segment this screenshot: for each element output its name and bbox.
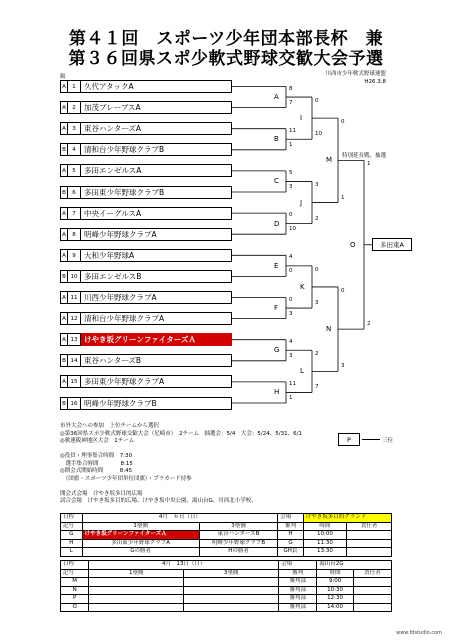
team-number: 8 [68, 228, 81, 241]
match-label-A: A [274, 93, 279, 102]
score: 0 [289, 212, 293, 219]
match-label-I: I [300, 114, 303, 123]
team-seed: B [60, 270, 68, 283]
cell-ump: GH負 [278, 548, 303, 557]
seed-header: 級 [60, 74, 66, 80]
table-row [61, 603, 392, 612]
match-label-E: E [274, 261, 279, 270]
team-name: 多田東少年野球クラブB [81, 186, 232, 199]
cell-code: G [61, 531, 83, 540]
third-place-match-box: P [338, 433, 360, 446]
team-number: 15 [68, 375, 81, 388]
match-label-K: K [300, 282, 305, 291]
s2-date: 4月 13日（日） [89, 561, 279, 570]
table-row [61, 586, 392, 595]
table-row [61, 539, 392, 548]
third-place-line [362, 439, 380, 440]
match-label-J: J [300, 198, 303, 207]
team-name: 東谷ハンターズB [81, 354, 232, 367]
team-seed: A [60, 375, 68, 388]
score: 1 [289, 395, 293, 401]
s2-h-ump: 審判 [279, 569, 317, 578]
team-number: 3 [68, 122, 81, 135]
score: 1 [367, 161, 371, 168]
team-number: 9 [68, 249, 81, 262]
organizer-name: 川西市少年軟式野球連盟 [325, 71, 386, 77]
team-seed: A [60, 122, 68, 135]
match-label-B: B [274, 135, 279, 144]
team-number: 10 [68, 270, 81, 283]
team-number: 4 [68, 143, 81, 156]
cell-resp [347, 539, 392, 548]
team-number: 14 [68, 354, 81, 367]
team-number: 11 [68, 291, 81, 304]
score: 0 [289, 296, 293, 303]
note-line: ◎第36回県スポ少軟式野球交歓大会（尼崎市） 2チーム 抽選会：5/4 大会：5/24、5/31、6/1 [60, 430, 302, 437]
s2-venue: 湯山台2G [317, 561, 392, 570]
team-name: 明峰少年野球クラブA [81, 228, 232, 241]
team-seed: A [60, 291, 68, 304]
score: 1 [341, 194, 345, 201]
score: 3 [289, 352, 293, 359]
s1-h-first: 1塁側 [82, 522, 199, 531]
cell-third [184, 595, 279, 604]
cell-resp [354, 578, 392, 587]
score: 7 [289, 99, 293, 106]
note-line: ◎開会式開始時間 8:45 [60, 468, 133, 474]
table-row [61, 548, 392, 557]
cell-code: M [61, 578, 89, 587]
cell-first: 多田東少年野球クラブA [82, 539, 199, 548]
cell-ump: 審判部 [279, 578, 317, 587]
s2-h-time: 時間 [317, 569, 354, 578]
note-line: 開会式会場 けやき坂多目的広場 [60, 490, 143, 497]
team-name: 川西少年野球クラブA [81, 291, 232, 304]
s1-venue-label: 会場 [278, 514, 303, 523]
team-number: 12 [68, 312, 81, 325]
team-seed: A [60, 249, 68, 262]
cell-first [89, 586, 184, 595]
cell-ump: G [278, 539, 303, 548]
team-seed: A [60, 207, 68, 220]
team-seed: B [60, 354, 68, 367]
table-row [61, 578, 392, 587]
cell-time: 14:00 [317, 603, 354, 612]
score: 11 [289, 380, 296, 387]
cell-code: H [61, 539, 83, 548]
title-line-1: 第４１回 スポーツ少年団本部長杯 兼 [68, 29, 384, 49]
team-name: 清和台少年野球クラブA [81, 312, 232, 325]
note-line: （団旗・スポーツ少年団単位団旗）・プラカード持参 [60, 475, 192, 482]
s2-venue-label: 会場 [279, 561, 317, 570]
score: 3 [315, 182, 319, 189]
s1-venue: けやき坂多目的グランド [303, 514, 391, 523]
s2-h-third: 3塁側 [184, 569, 279, 578]
match-label-C: C [274, 177, 279, 186]
team-name: 久代アタックA [81, 80, 232, 93]
team-seed: A [60, 80, 68, 93]
score: 3 [341, 363, 345, 370]
team-name: 多田エンゼルスA [81, 164, 232, 177]
note-line: 選手集合時間 8:15 [60, 460, 133, 467]
team-name: 加茂ブレーブスA [81, 101, 232, 114]
schedule-table-1 [60, 513, 392, 557]
cell-ump: H [278, 531, 303, 540]
s1-date-label: 日程 [61, 514, 83, 523]
cell-time: 9:00 [317, 578, 354, 587]
s1-h-code: 記号 [61, 522, 83, 531]
team-number: 13 [68, 333, 81, 346]
cell-third [184, 578, 279, 587]
s1-h-time: 時間 [303, 522, 346, 531]
team-number: 5 [68, 164, 81, 177]
s1-h-ump: 審判 [278, 522, 303, 531]
cell-first [89, 578, 184, 587]
team-seed: A [60, 228, 68, 241]
team-seed: A [60, 101, 68, 114]
score: 11 [289, 127, 296, 134]
score: 2 [367, 321, 371, 328]
team-number: 7 [68, 207, 81, 220]
cell-resp [347, 548, 392, 557]
cell-ump: 審判部 [279, 603, 317, 612]
cell-time: 10:00 [303, 531, 346, 540]
champion-box: 多田東A [372, 238, 412, 251]
cell-first: Gの勝者 [82, 548, 199, 557]
note-line: ◎軟連阪神地区大会 1チーム [60, 438, 135, 444]
team-seed: A [60, 333, 68, 346]
cell-time: 13:30 [303, 548, 346, 557]
cell-third: 東谷ハンターズB [199, 531, 278, 540]
score: 2 [315, 215, 319, 222]
team-name: 大和少年野球A [81, 249, 232, 262]
team-name: 明峰少年野球クラブB [81, 397, 232, 410]
score: 8 [289, 85, 293, 92]
s1-date: 4月 ６日（日） [82, 514, 278, 523]
cell-ump: 審判部 [279, 586, 317, 595]
score: 10 [289, 226, 296, 233]
team-name: 多田エンゼルスB [81, 270, 232, 283]
cell-first [89, 603, 184, 612]
match-label-M: M [326, 156, 333, 165]
table-row [61, 595, 392, 604]
team-seed: B [60, 397, 68, 410]
match-label-L: L [300, 367, 304, 376]
footer-url: www.fdstudio.com [396, 630, 442, 636]
note-line: 市外大会への参加 上位チームから選択 [60, 423, 160, 429]
team-number: 1 [68, 80, 81, 93]
score: 2 [315, 351, 319, 358]
score: 3 [289, 184, 293, 190]
score: 5 [289, 169, 293, 176]
cell-code: L [61, 548, 83, 557]
score: 4 [289, 254, 293, 261]
team-name: 清和台少年野球クラブB [81, 143, 232, 156]
s2-h-first: 1塁側 [89, 569, 184, 578]
team-name: けやき坂グリーンファイターズＡ [81, 333, 232, 346]
cell-third: 明峰少年野球クラブB [199, 539, 278, 548]
cell-resp [354, 586, 392, 595]
score: 3 [315, 300, 319, 307]
cell-resp [354, 595, 392, 604]
score: 1 [289, 141, 293, 148]
title-line-2: 第３６回県スポ少軟式野球交歓大会予選 [68, 49, 384, 69]
match-label-O: O [350, 240, 356, 249]
cell-third [184, 603, 279, 612]
cell-code: P [61, 595, 89, 604]
cell-first [89, 595, 184, 604]
s2-h-code: 記号 [61, 569, 89, 578]
match-label-N: N [326, 325, 332, 334]
team-number: 16 [68, 397, 81, 410]
cell-resp [347, 531, 392, 540]
team-seed: A [60, 164, 68, 177]
match-label-G: G [274, 346, 280, 355]
score: 0 [315, 266, 319, 273]
team-seed: A [60, 312, 68, 325]
s2-date-label: 日程 [61, 561, 89, 570]
s1-h-third: 3塁側 [199, 522, 278, 531]
team-seed: B [60, 186, 68, 199]
s1-h-resp: 責任者 [347, 522, 392, 531]
cell-time: 10:30 [317, 586, 354, 595]
cell-time: 11:30 [303, 539, 346, 548]
cell-resp [354, 603, 392, 612]
team-number: 6 [68, 186, 81, 199]
score: 4 [289, 338, 293, 345]
cell-first: けやき坂グリーンファイターズＡ [82, 531, 199, 540]
team-name: 多田東少年野球クラブA [81, 375, 232, 388]
score: 0 [341, 119, 345, 126]
third-place-label: 三位 [382, 438, 394, 444]
note-line: ◎役員・理事集合時間 7:30 [60, 453, 133, 459]
score: 0 [289, 268, 293, 275]
cell-third [184, 586, 279, 595]
team-name: 中央イーグルスA [81, 207, 232, 220]
match-label-H: H [274, 388, 280, 397]
team-number: 2 [68, 101, 81, 114]
team-name: 東谷ハンターズA [81, 122, 232, 135]
score: 0 [315, 98, 319, 105]
match-label-D: D [274, 219, 280, 228]
cell-code: O [61, 603, 89, 612]
date-code: H26.3.8 [364, 79, 386, 85]
cell-code: N [61, 586, 89, 595]
special-note: 特別延長戦、抽選 [342, 153, 387, 159]
cell-time: 12:30 [317, 595, 354, 604]
table-row [61, 531, 392, 540]
team-seed: B [60, 143, 68, 156]
cell-third: Hの勝者 [199, 548, 278, 557]
score: 10 [315, 131, 322, 138]
score: 0 [341, 287, 345, 294]
note-line: 試合会場 けやき坂多目的広場、けやき坂中央公園、湯山台G、川西北小学校、 [60, 498, 257, 504]
schedule-table-2 [60, 560, 392, 612]
match-label-F: F [274, 304, 279, 313]
score: 7 [315, 384, 319, 391]
cell-ump: 審判部 [279, 595, 317, 604]
s2-h-resp: 責任者 [354, 569, 392, 578]
score: 3 [289, 310, 293, 317]
